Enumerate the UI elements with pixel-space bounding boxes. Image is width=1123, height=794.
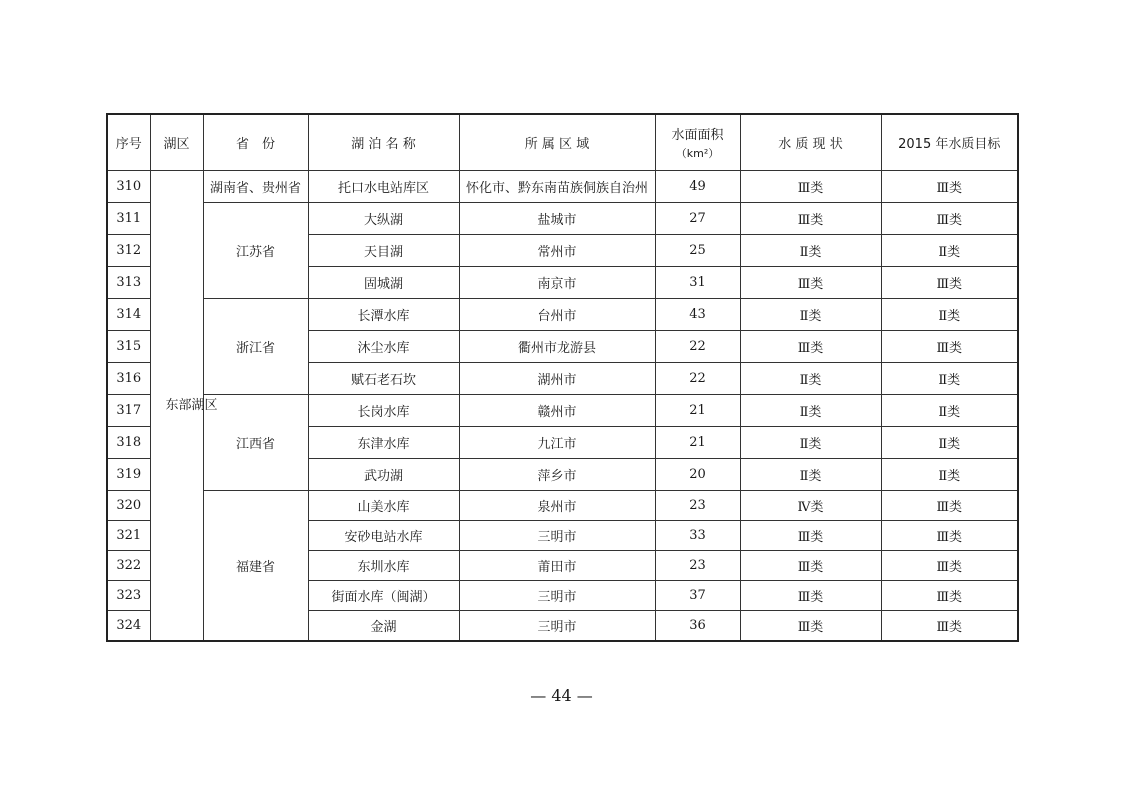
quality-cell: Ⅱ类 — [740, 427, 881, 459]
quality-cell: Ⅱ类 — [740, 299, 881, 331]
target-cell: Ⅲ类 — [881, 267, 1018, 299]
header-quality-status: 水 质 现 状 — [740, 114, 881, 171]
surface-cell: 49 — [655, 171, 740, 203]
header-surface-label: 水面面积 — [671, 128, 724, 143]
area-cell: 台州市 — [459, 299, 655, 331]
target-cell: Ⅲ类 — [881, 171, 1018, 203]
lake-name-cell: 金湖 — [308, 611, 459, 642]
quality-cell: Ⅲ类 — [740, 581, 881, 611]
region-cell: 东部湖区 — [150, 171, 203, 642]
seq-cell: 324 — [107, 611, 150, 642]
lake-name-cell: 大纵湖 — [308, 203, 459, 235]
area-cell: 盐城市 — [459, 203, 655, 235]
quality-cell: Ⅲ类 — [740, 521, 881, 551]
province-cell: 江西省 — [203, 395, 308, 491]
seq-cell: 320 — [107, 491, 150, 521]
target-cell: Ⅲ类 — [881, 551, 1018, 581]
area-cell: 莆田市 — [459, 551, 655, 581]
target-cell: Ⅱ类 — [881, 459, 1018, 491]
header-surface-unit: （km²） — [675, 147, 720, 160]
area-cell: 三明市 — [459, 581, 655, 611]
quality-cell: Ⅲ类 — [740, 551, 881, 581]
target-cell: Ⅲ类 — [881, 203, 1018, 235]
province-cell: 江苏省 — [203, 203, 308, 299]
seq-cell: 310 — [107, 171, 150, 203]
quality-cell: Ⅲ类 — [740, 171, 881, 203]
surface-cell: 27 — [655, 203, 740, 235]
seq-cell: 316 — [107, 363, 150, 395]
lake-name-cell: 沐尘水库 — [308, 331, 459, 363]
lake-name-cell: 东圳水库 — [308, 551, 459, 581]
surface-cell: 23 — [655, 551, 740, 581]
lake-name-cell: 东津水库 — [308, 427, 459, 459]
surface-cell: 21 — [655, 427, 740, 459]
seq-cell: 311 — [107, 203, 150, 235]
target-cell: Ⅲ类 — [881, 521, 1018, 551]
target-cell: Ⅱ类 — [881, 427, 1018, 459]
area-cell: 怀化市、黔东南苗族侗族自治州 — [459, 171, 655, 203]
table-row — [107, 491, 1018, 521]
page-number: — 44 — — [530, 686, 593, 705]
area-cell: 衢州市龙游县 — [459, 331, 655, 363]
header-province: 省 份 — [203, 114, 308, 171]
lake-name-cell: 安砂电站水库 — [308, 521, 459, 551]
quality-cell: Ⅲ类 — [740, 267, 881, 299]
surface-cell: 20 — [655, 459, 740, 491]
lake-water-quality-table — [106, 113, 1019, 642]
header-lake-name: 湖 泊 名 称 — [308, 114, 459, 171]
quality-cell: Ⅲ类 — [740, 331, 881, 363]
seq-cell: 315 — [107, 331, 150, 363]
quality-cell: Ⅳ类 — [740, 491, 881, 521]
seq-cell: 313 — [107, 267, 150, 299]
lake-name-cell: 武功湖 — [308, 459, 459, 491]
area-cell: 常州市 — [459, 235, 655, 267]
seq-cell: 317 — [107, 395, 150, 427]
lake-name-cell: 山美水库 — [308, 491, 459, 521]
table-row — [107, 395, 1018, 427]
target-cell: Ⅲ类 — [881, 491, 1018, 521]
lake-name-cell: 长潭水库 — [308, 299, 459, 331]
target-cell: Ⅲ类 — [881, 581, 1018, 611]
header-region: 湖区 — [150, 114, 203, 171]
lake-name-cell: 赋石老石坎 — [308, 363, 459, 395]
surface-cell: 21 — [655, 395, 740, 427]
surface-cell: 31 — [655, 267, 740, 299]
seq-cell: 319 — [107, 459, 150, 491]
surface-cell: 36 — [655, 611, 740, 642]
surface-cell: 43 — [655, 299, 740, 331]
quality-cell: Ⅱ类 — [740, 363, 881, 395]
header-surface-area — [655, 114, 740, 171]
lake-name-cell: 街面水库（闽湖） — [308, 581, 459, 611]
area-cell: 湖州市 — [459, 363, 655, 395]
surface-cell: 22 — [655, 363, 740, 395]
surface-cell: 33 — [655, 521, 740, 551]
province-cell: 湖南省、贵州省 — [203, 171, 308, 203]
seq-cell: 318 — [107, 427, 150, 459]
quality-cell: Ⅱ类 — [740, 395, 881, 427]
target-cell: Ⅲ类 — [881, 611, 1018, 642]
area-cell: 萍乡市 — [459, 459, 655, 491]
lake-name-cell: 固城湖 — [308, 267, 459, 299]
table-row — [107, 299, 1018, 331]
target-cell: Ⅲ类 — [881, 331, 1018, 363]
surface-cell: 22 — [655, 331, 740, 363]
lake-name-cell: 天目湖 — [308, 235, 459, 267]
header-quality-target: 2015 年水质目标 — [881, 114, 1018, 171]
surface-cell: 25 — [655, 235, 740, 267]
quality-cell: Ⅱ类 — [740, 235, 881, 267]
lake-name-cell: 长岗水库 — [308, 395, 459, 427]
target-cell: Ⅱ类 — [881, 235, 1018, 267]
area-cell: 三明市 — [459, 611, 655, 642]
header-seq: 序号 — [107, 114, 150, 171]
table-row — [107, 171, 1018, 203]
seq-cell: 323 — [107, 581, 150, 611]
seq-cell: 314 — [107, 299, 150, 331]
target-cell: Ⅱ类 — [881, 395, 1018, 427]
target-cell: Ⅱ类 — [881, 299, 1018, 331]
seq-cell: 322 — [107, 551, 150, 581]
area-cell: 三明市 — [459, 521, 655, 551]
target-cell: Ⅱ类 — [881, 363, 1018, 395]
table-row — [107, 203, 1018, 235]
area-cell: 赣州市 — [459, 395, 655, 427]
quality-cell: Ⅲ类 — [740, 203, 881, 235]
seq-cell: 321 — [107, 521, 150, 551]
quality-cell: Ⅱ类 — [740, 459, 881, 491]
seq-cell: 312 — [107, 235, 150, 267]
quality-cell: Ⅲ类 — [740, 611, 881, 642]
province-cell: 浙江省 — [203, 299, 308, 395]
surface-cell: 23 — [655, 491, 740, 521]
header-area: 所 属 区 域 — [459, 114, 655, 171]
area-cell: 九江市 — [459, 427, 655, 459]
surface-cell: 37 — [655, 581, 740, 611]
lake-name-cell: 托口水电站库区 — [308, 171, 459, 203]
area-cell: 南京市 — [459, 267, 655, 299]
area-cell: 泉州市 — [459, 491, 655, 521]
table-header-row — [107, 114, 1018, 171]
province-cell: 福建省 — [203, 491, 308, 642]
